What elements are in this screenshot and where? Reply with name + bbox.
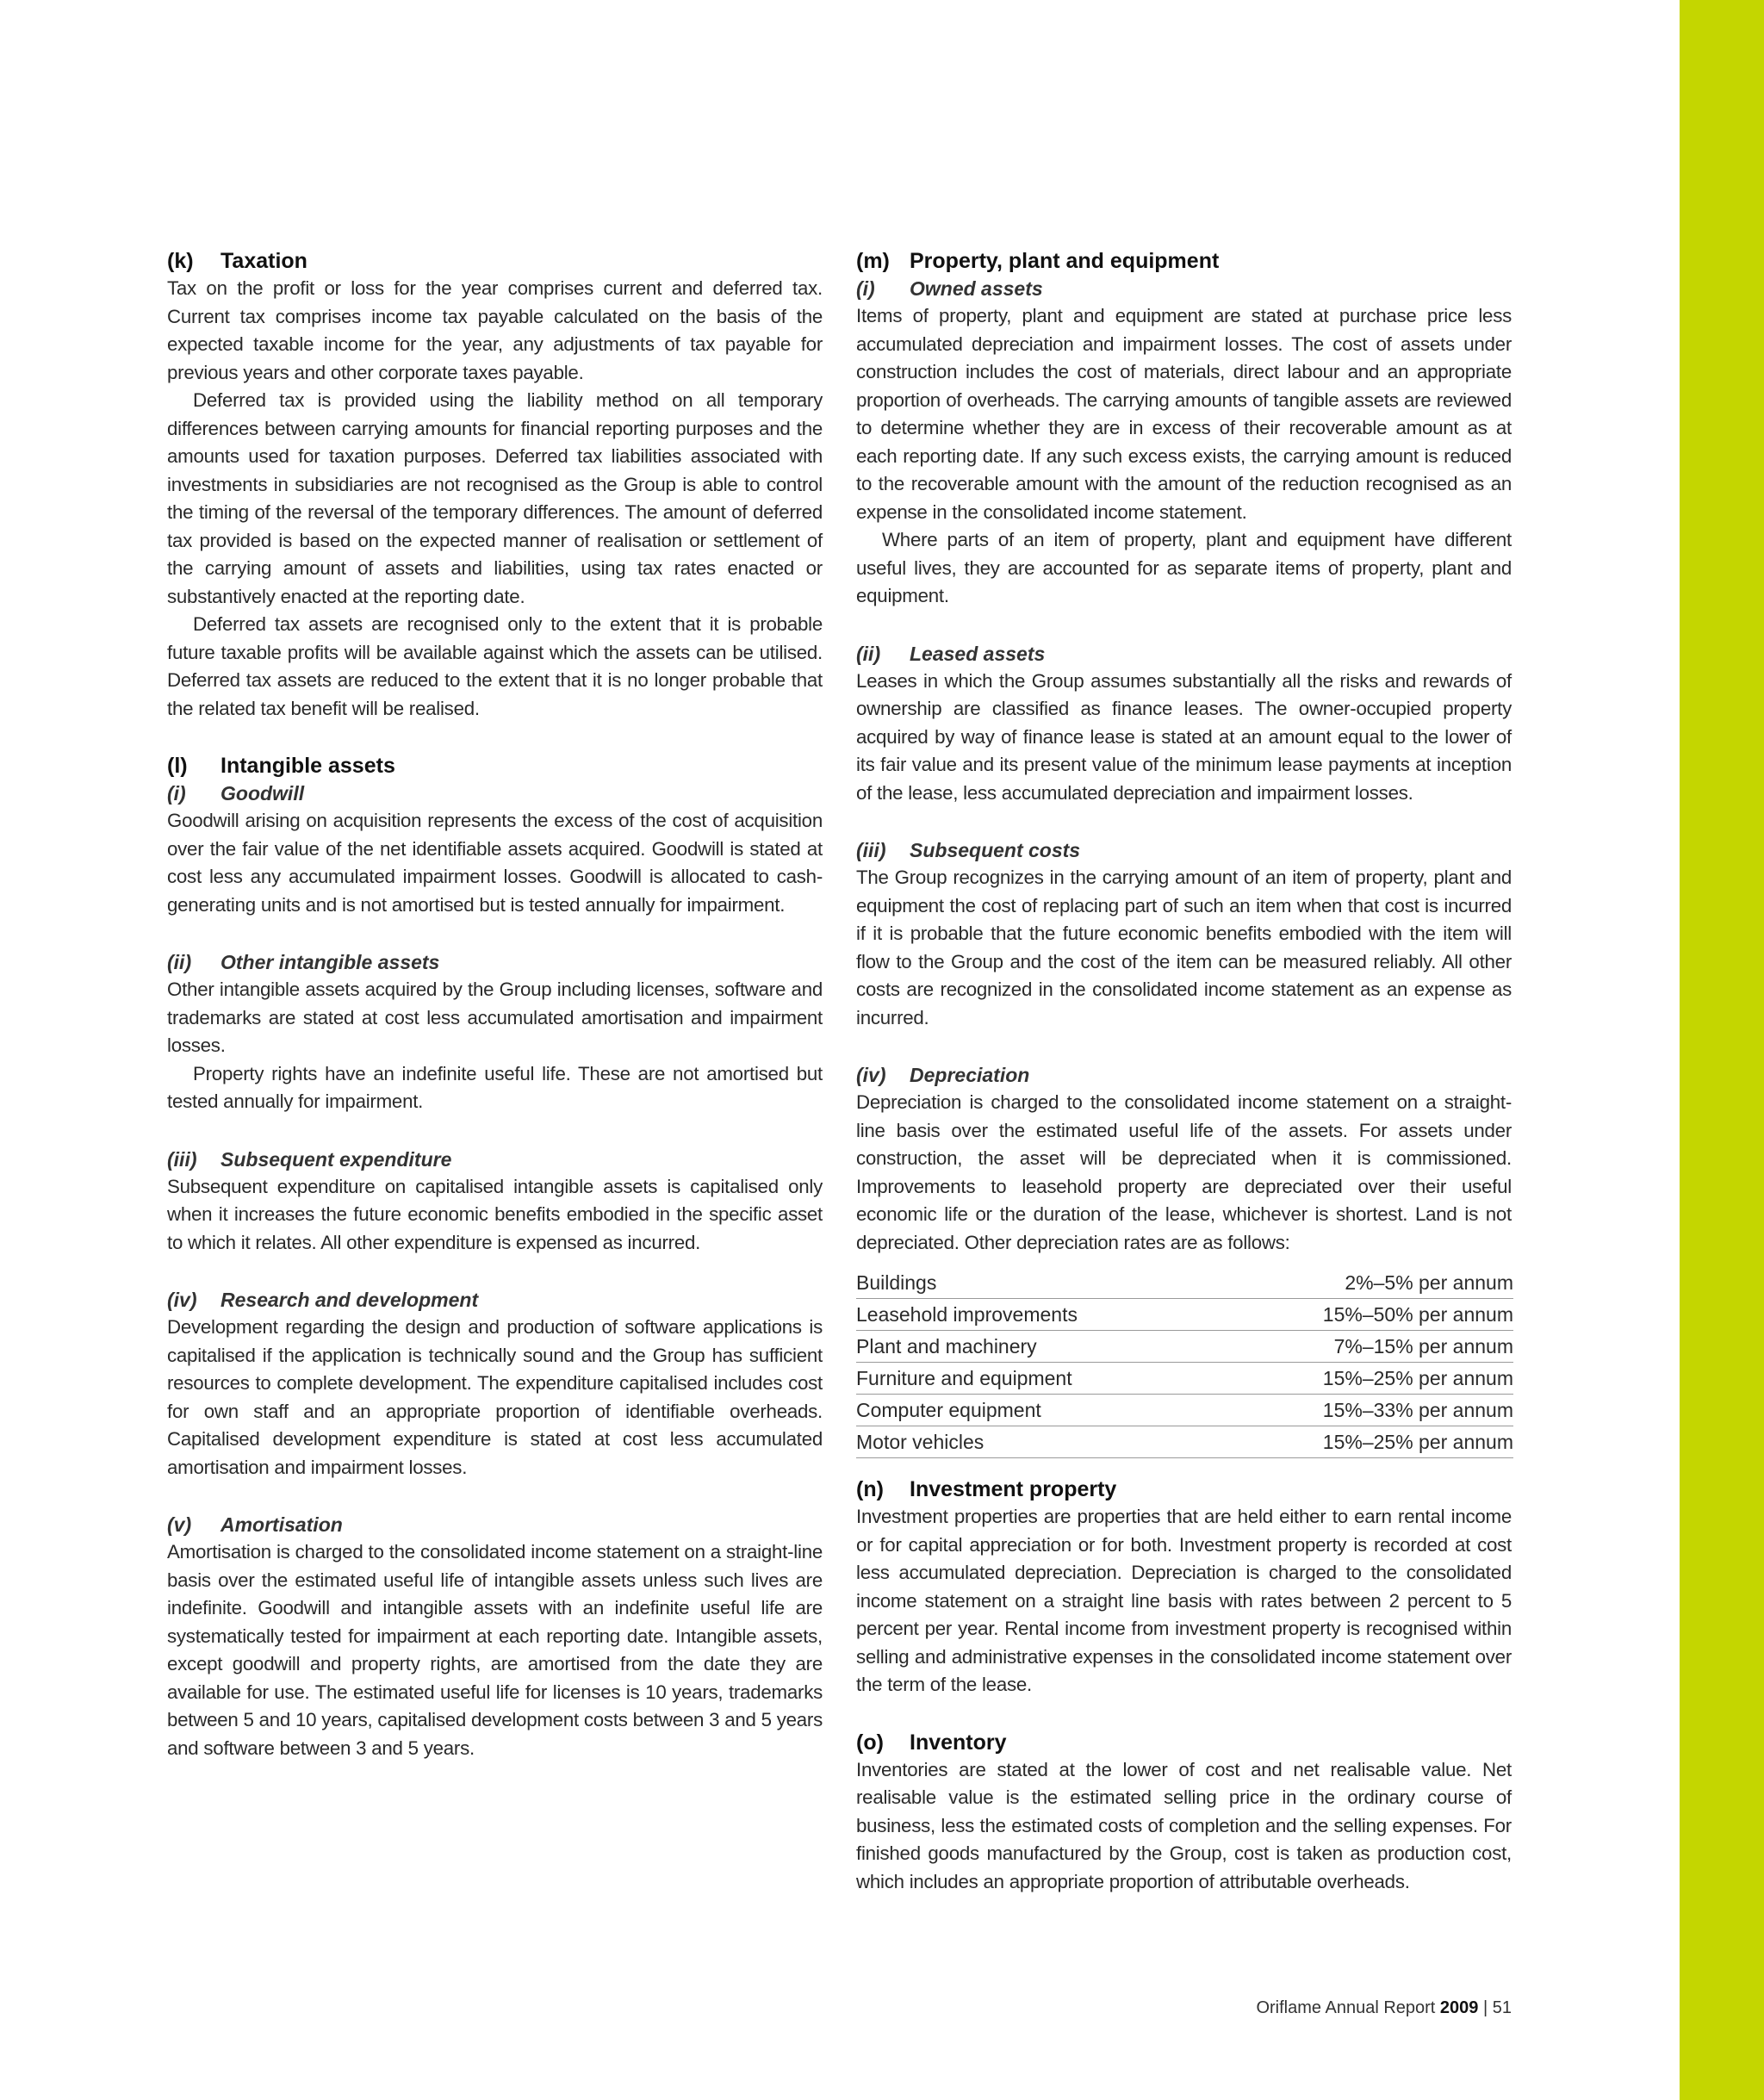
section-title: Intangible assets bbox=[220, 754, 395, 778]
section-title: Property, plant and equipment bbox=[910, 249, 1220, 273]
subheading-other-intangible-assets bbox=[167, 948, 823, 976]
paragraph: Property rights have an indefinite useful life. These are not amortised but tested annually for impairment. bbox=[167, 1062, 823, 1112]
table-row bbox=[856, 1331, 1513, 1363]
section-number: (n) bbox=[856, 1477, 884, 1501]
table-row bbox=[856, 1426, 1513, 1458]
table-row bbox=[856, 1267, 1513, 1299]
subheading-title: Amortisation bbox=[220, 1513, 343, 1536]
subheading-number: (v) bbox=[167, 1513, 192, 1536]
section-number: (o) bbox=[856, 1730, 884, 1755]
footer-separator: | bbox=[1482, 1998, 1488, 2017]
subheading-title: Research and development bbox=[220, 1289, 479, 1311]
subheading-number: (i) bbox=[167, 782, 186, 805]
paragraph: Inventories are stated at the lower of cost and net realisable value. Net realisable value is the estimated selling price in the ordinary course of business, less the estimated costs of completion and the selling expenses. For finished goods manufactured by the Group, cost is taken as production cost, which includes an appropriate proportion of attributable overheads. bbox=[856, 1758, 1512, 1892]
subheading-title: Owned assets bbox=[910, 277, 1043, 300]
paragraph: Amortisation is charged to the consolidated income statement on a straight-line basis over the estimated useful life of intangible assets unless such lives are indefinite. Goodwill and intangible assets with an indefinite useful life are systematically tested for impairment at each reporting date. Intangible assets, except goodwill and property rights, are amortised from the date they are available for use. The estimated useful life for licenses is 10 years, trademarks between 5 and 10 years, capitalised development costs between 3 and 5 years and software between 3 and 5 years. bbox=[167, 1541, 823, 1759]
section-heading-inventory bbox=[856, 1729, 1512, 1756]
subheading-owned-assets bbox=[856, 275, 1512, 302]
subheading-research-and-development bbox=[167, 1286, 823, 1314]
section-heading-intangible-assets bbox=[167, 752, 823, 780]
report-year: 2009 bbox=[1439, 1998, 1479, 2017]
subheading-depreciation bbox=[856, 1061, 1512, 1089]
paragraph: Other intangible assets acquired by the Group including licenses, software and trademarks are stated at cost less accumulated amortisation and impairment losses. bbox=[167, 979, 823, 1056]
subheading-title: Other intangible assets bbox=[220, 951, 440, 973]
section-title: Taxation bbox=[220, 249, 307, 273]
section-title: Inventory bbox=[910, 1730, 1007, 1755]
page-footer bbox=[856, 1997, 1512, 2019]
rate-cell: 15%–33% per annum bbox=[1209, 1395, 1513, 1426]
rate-cell: 15%–50% per annum bbox=[1209, 1299, 1513, 1331]
paragraph: Deferred tax is provided using the liability method on all temporary differences between carrying amounts for financial reporting purposes and the amounts used for taxation purposes. Deferred tax liabilities associated with investments in subsidiaries are not recognised as the Group is able to control the timing of the reversal of the temporary differences. The amount of deferred tax provided is based on the expected manner of realisation or settlement of the carrying amount of assets and liabilities, using tax rates enacted or substantively enacted at the reporting date. bbox=[167, 389, 823, 607]
section-number: (l) bbox=[167, 754, 188, 778]
subheading-goodwill bbox=[167, 780, 823, 807]
depreciation-rates-table bbox=[856, 1267, 1513, 1458]
subheading-number: (iv) bbox=[856, 1064, 886, 1086]
asset-class-cell: Furniture and equipment bbox=[856, 1363, 1209, 1395]
subheading-title: Goodwill bbox=[220, 782, 305, 805]
section-heading-property-plant-equipment bbox=[856, 247, 1512, 275]
paragraph: Where parts of an item of property, plant and equipment have different useful lives, they are accounted for as separate items of property, plant and equipment. bbox=[856, 529, 1512, 606]
rate-cell: 15%–25% per annum bbox=[1209, 1363, 1513, 1395]
subheading-number: (i) bbox=[856, 277, 875, 300]
subheading-title: Leased assets bbox=[910, 642, 1046, 665]
subheading-number: (iv) bbox=[167, 1289, 197, 1311]
subheading-title: Subsequent expenditure bbox=[220, 1147, 452, 1171]
paragraph: The Group recognizes in the carrying amount of an item of property, plant and equipment the cost of replacing part of such an item when that cost is incurred if it is probable that the future economic benefits embodied with the item will flow to the Group and the cost of the item can be measured reliably. All other costs are recognized in the consolidated income statement as an expense as incurred. bbox=[856, 867, 1512, 1028]
section-heading-investment-property bbox=[856, 1476, 1512, 1503]
subheading-subsequent-costs bbox=[856, 836, 1512, 864]
right-column bbox=[856, 247, 1512, 1896]
subheading-number: (ii) bbox=[167, 951, 192, 973]
section-number: (m) bbox=[856, 249, 890, 273]
paragraph: Depreciation is charged to the consolidated income statement on a straight-line basis over the estimated useful life of the assets. For assets under construction, the asset will be depreciated when it is commissioned. Improvements to leasehold property are depreciated over their useful economic life or the duration of the lease, whichever is shortest. Land is not depreciated. Other depreciation rates are as follows: bbox=[856, 1091, 1512, 1253]
table-row bbox=[856, 1395, 1513, 1426]
rate-cell: 2%–5% per annum bbox=[1209, 1267, 1513, 1299]
paragraph: Investment properties are properties that are held either to earn rental income or for capital appreciation or for both. Investment property is recorded at cost less accumulated depreciation. Depreciation is charged to the consolidated income statement on a straight line basis with rates between 2 percent to 5 percent per year. Rental income from investment property is recognised within selling and administrative expenses in the consolidated income statement over the term of the lease. bbox=[856, 1506, 1512, 1695]
report-name: Oriflame Annual Report bbox=[1256, 1998, 1436, 2017]
left-column bbox=[167, 247, 823, 1762]
subheading-title: Subsequent costs bbox=[910, 839, 1081, 861]
section-number: (k) bbox=[167, 249, 194, 273]
rate-cell: 15%–25% per annum bbox=[1209, 1426, 1513, 1458]
asset-class-cell: Computer equipment bbox=[856, 1395, 1209, 1426]
section-title: Investment property bbox=[910, 1477, 1117, 1501]
subheading-number: (iii) bbox=[167, 1147, 197, 1171]
page-number: 51 bbox=[1492, 1998, 1512, 2017]
paragraph: Tax on the profit or loss for the year comprises current and deferred tax. Current tax comprises income tax payable calculated on the basis of the expected taxable income for the year, any adjustments of tax payable for previous years and other corporate taxes payable. bbox=[167, 277, 823, 383]
asset-class-cell: Buildings bbox=[856, 1267, 1209, 1299]
paragraph: Goodwill arising on acquisition represents the excess of the cost of acquisition over the fair value of the net identifiable assets acquired. Goodwill is stated at cost less any accumulated impairment losses. Goodwill is allocated to cash-generating units and is not amortised but is tested annually for impairment. bbox=[167, 810, 823, 916]
paragraph: Items of property, plant and equipment are stated at purchase price less accumulated depreciation and impairment losses. The cost of assets under construction includes the cost of materials, direct labour and an appropriate proportion of overheads. The carrying amounts of tangible assets are reviewed to determine whether they are in excess of their recoverable amount as at each reporting date. If any such excess exists, the carrying amount is reduced to the recoverable amount with the amount of the reduction recognised as an expense in the consolidated income statement. bbox=[856, 305, 1512, 523]
asset-class-cell: Motor vehicles bbox=[856, 1426, 1209, 1458]
asset-class-cell: Leasehold improvements bbox=[856, 1299, 1209, 1331]
table-row bbox=[856, 1299, 1513, 1331]
rate-cell: 7%–15% per annum bbox=[1209, 1331, 1513, 1363]
subheading-number: (iii) bbox=[856, 839, 886, 861]
subheading-subsequent-expenditure bbox=[167, 1146, 823, 1173]
subheading-title: Depreciation bbox=[910, 1064, 1030, 1086]
table-row bbox=[856, 1363, 1513, 1395]
subheading-amortisation bbox=[167, 1511, 823, 1538]
paragraph: Leases in which the Group assumes substantially all the risks and rewards of ownership are classified as finance leases. The owner-occupied property acquired by way of finance lease is stated at an amount equal to the lower of its fair value and its present value of the minimum lease payments at inception of the lease, less accumulated depreciation and impairment losses. bbox=[856, 669, 1512, 804]
paragraph: Deferred tax assets are recognised only to the extent that it is probable future taxable profits will be available against which the assets can be utilised. Deferred tax assets are reduced to the extent that it is no longer probable that the related tax benefit will be realised. bbox=[167, 613, 823, 719]
paragraph: Development regarding the design and production of software applications is capitalised if the application is technically sound and the Group has sufficient resources to complete development. The expenditure capitalised includes cost for own staff and an appropriate proportion of identifiable overheads. Capitalised development expenditure is stated at cost less accumulated amortisation and impairment losses. bbox=[167, 1316, 823, 1478]
section-heading-taxation bbox=[167, 247, 823, 275]
asset-class-cell: Plant and machinery bbox=[856, 1331, 1209, 1363]
paragraph: Subsequent expenditure on capitalised intangible assets is capitalised only when it increases the future economic benefits embodied in the specific asset to which it relates. All other expenditure is expensed as incurred. bbox=[167, 1175, 823, 1253]
subheading-leased-assets bbox=[856, 640, 1512, 668]
subheading-number: (ii) bbox=[856, 642, 881, 665]
accent-side-bar bbox=[1680, 0, 1764, 2100]
